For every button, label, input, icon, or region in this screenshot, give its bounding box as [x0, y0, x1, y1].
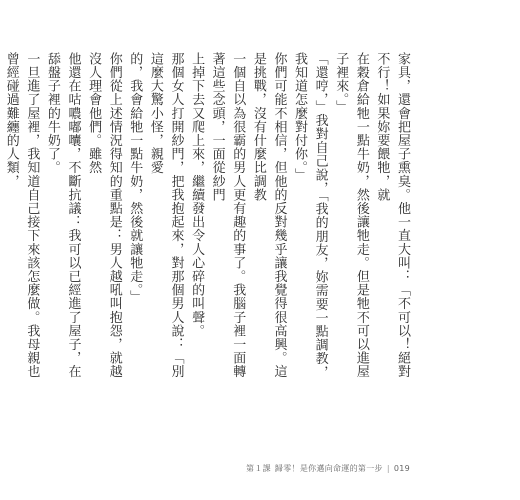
paragraph: 「還哼，」我對自己說，「我的朋友，妳需要一點調教，我知道怎麼對付你。」 你們可能不相信，但他的反對幾乎讓我覺得很高興。這是挑戰，沒有什麼比調教 一個自以為很霸的男人更有趣的事了。我腦子裡一面轉著這些念頭，一面從紗門 上掉下去又爬上來，繼續發出令人心碎的叫聲。 — [189, 52, 328, 379]
paragraph: 那個女人打開紗門，把我抱起來，對那個男人說：「別這麼大驚小怪，親愛 的，我會給牠一點牛奶，然後就讓牠走。」 — [127, 52, 184, 379]
page-number: 019 — [393, 464, 410, 473]
page-footer — [246, 463, 410, 474]
paragraph: 一旦進了屋裡，我知道自己接下來該怎麼做。我母親也曾經碰過難纏的人類， — [3, 52, 40, 379]
paragraph: 你們從上述情況得知的重點是：男人越吼叫抱怨，就越沒人理會他們。雖然 他還在咕噥嘟囔，不斷抗議：我可以已經進了屋子，在舔盤子裡的牛奶了。 — [44, 52, 122, 379]
footer-separator: | — [386, 464, 390, 473]
chapter-label: 第１課 — [246, 464, 271, 473]
chapter-title: 歸零！是你邁向命運的第一步 — [274, 464, 383, 473]
paragraph: 家具，還會把屋子熏臭。他一直大叫：「不可以！絕對不行！如果妳要餵牠，就 在穀倉給牠一點牛奶，然後讓牠走。但是牠不可以進屋子裡來。」 — [333, 52, 410, 379]
body-text — [3, 52, 412, 382]
